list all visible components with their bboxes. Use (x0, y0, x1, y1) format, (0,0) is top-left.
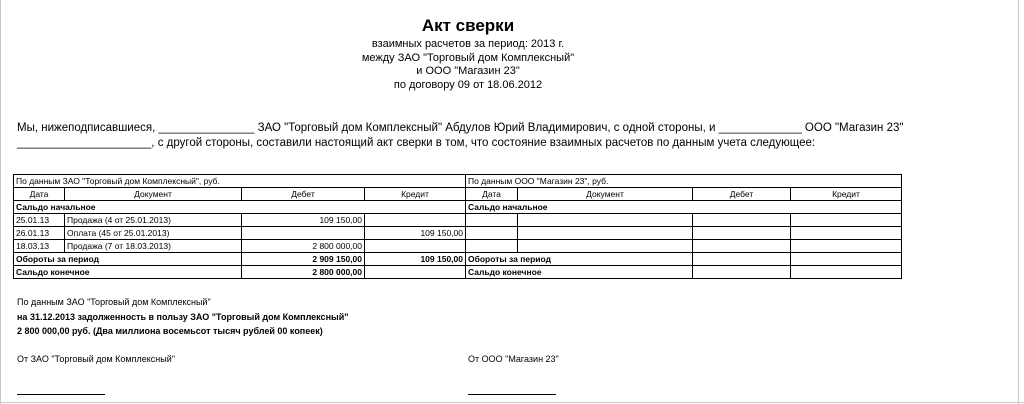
empty-cell (791, 227, 902, 240)
col-header-credit: Кредит (791, 188, 902, 201)
left-party-header: По данным ЗАО "Торговый дом Комплексный", руб. (14, 175, 466, 188)
row-date: 18.03.13 (14, 240, 65, 253)
page-border-right (1018, 0, 1019, 404)
turnover-credit: 109 150,00 (365, 253, 466, 266)
empty-cell (791, 240, 902, 253)
opening-balance-label: Сальдо начальное (14, 201, 466, 214)
party-a-line: между ЗАО "Торговый дом Комплексный" (361, 51, 575, 64)
signature-label-left: От ЗАО "Торговый дом Комплексный" (17, 354, 175, 364)
empty-cell (693, 266, 791, 279)
page-border-bottom (0, 402, 1024, 403)
empty-cell (693, 253, 791, 266)
row-document: Продажа (4 от 25.01.2013) (65, 214, 242, 227)
table-column-header-row (14, 188, 902, 201)
turnover-label: Обороты за период (466, 253, 693, 266)
closing-balance-row (14, 266, 902, 279)
row-credit (365, 214, 466, 227)
footer-source: По данным ЗАО "Торговый дом Комплексный" (17, 297, 211, 307)
contract-line: по договору 09 от 18.06.2012 (393, 78, 543, 91)
col-header-date: Дата (14, 188, 65, 201)
empty-cell (791, 266, 902, 279)
col-header-document: Документ (65, 188, 242, 201)
empty-cell (466, 240, 518, 253)
reconciliation-table (13, 174, 902, 279)
row-debit (242, 227, 365, 240)
row-document: Оплата (45 от 25.01.2013) (65, 227, 242, 240)
col-header-debit: Дебет (693, 188, 791, 201)
empty-cell (466, 227, 518, 240)
signature-label-right: От ООО "Магазин 23" (468, 354, 559, 364)
document-title: Акт сверки (421, 16, 515, 35)
row-credit (365, 240, 466, 253)
row-credit: 109 150,00 (365, 227, 466, 240)
empty-cell (518, 227, 693, 240)
empty-cell (693, 227, 791, 240)
row-debit: 109 150,00 (242, 214, 365, 227)
turnover-label: Обороты за период (14, 253, 242, 266)
col-header-document: Документ (518, 188, 693, 201)
empty-cell (791, 214, 902, 227)
intro-paragraph: Мы, нижеподписавшиеся, _______________ ЗАО "Торговый дом Комплексный" Абдулов Юрий Владимирович, с одной стороны, и _____________ ООО "Магазин 23" _____________________, с другой стороны, составили настоящий акт сверки в том, что состояние взаимных расчетов по данным учета следующее: (17, 122, 904, 149)
table-row (14, 227, 902, 240)
table-row (14, 240, 902, 253)
turnover-row (14, 253, 902, 266)
opening-balance-row (14, 201, 902, 214)
empty-cell (466, 214, 518, 227)
col-header-credit: Кредит (365, 188, 466, 201)
col-header-date: Дата (466, 188, 518, 201)
empty-cell (518, 214, 693, 227)
signature-line-right (468, 394, 556, 395)
opening-balance-label: Сальдо начальное (466, 201, 902, 214)
document-header (0, 14, 936, 92)
row-date: 25.01.13 (14, 214, 65, 227)
closing-balance-label: Сальдо конечное (466, 266, 693, 279)
table-party-header-row (14, 175, 902, 188)
closing-debit: 2 800 000,00 (242, 266, 365, 279)
right-party-header: По данным ООО "Магазин 23", руб. (466, 175, 902, 188)
period-line: взаимных расчетов за период: 2013 г. (371, 38, 565, 50)
row-debit: 2 800 000,00 (242, 240, 365, 253)
row-date: 26.01.13 (14, 227, 65, 240)
table-row (14, 214, 902, 227)
empty-cell (791, 253, 902, 266)
debt-statement: на 31.12.2013 задолженность в пользу ЗАО "Торговый дом Комплексный" (17, 312, 349, 322)
empty-cell (365, 266, 466, 279)
row-document: Продажа (7 от 18.03.2013) (65, 240, 242, 253)
col-header-debit: Дебет (242, 188, 365, 201)
empty-cell (693, 214, 791, 227)
closing-balance-label: Сальдо конечное (14, 266, 242, 279)
debt-amount: 2 800 000,00 руб. (Два миллиона восемьсот тысяч рублей 00 копеек) (17, 326, 323, 336)
party-b-line: и ООО "Магазин 23" (416, 65, 520, 77)
signature-line-left (17, 394, 105, 395)
turnover-debit: 2 909 150,00 (242, 253, 365, 266)
empty-cell (693, 240, 791, 253)
empty-cell (518, 240, 693, 253)
